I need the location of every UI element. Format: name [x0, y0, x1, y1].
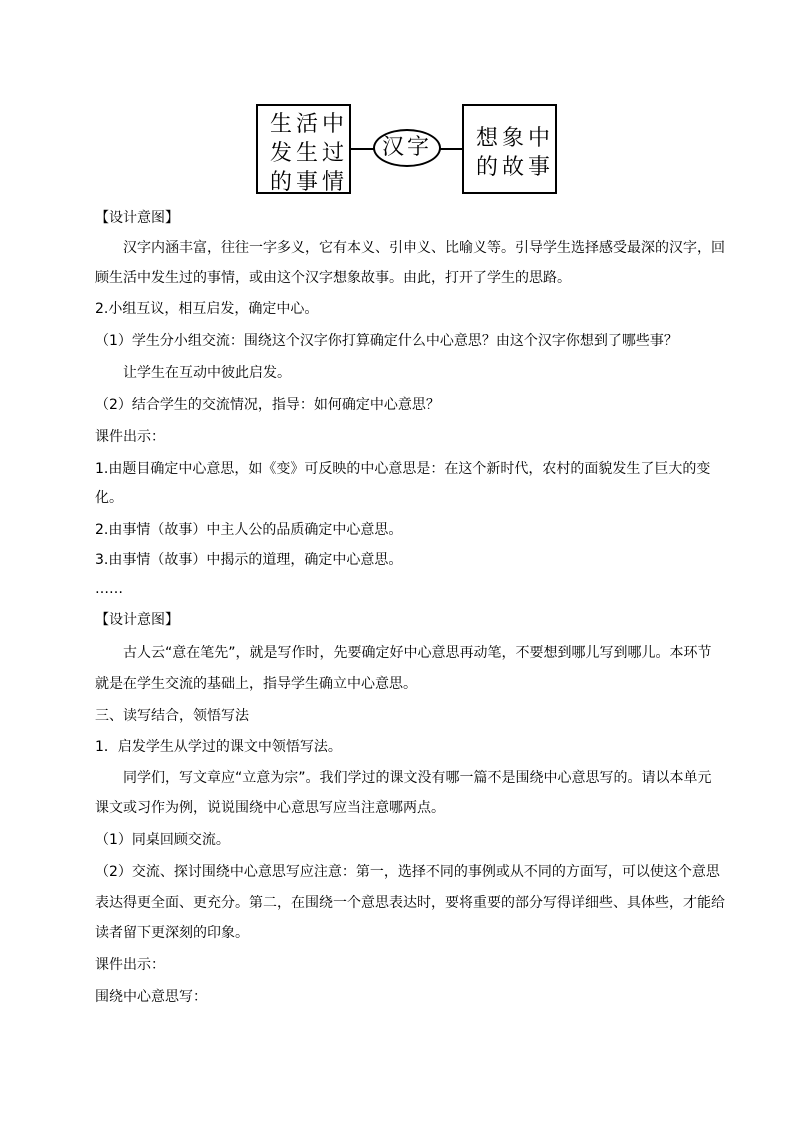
left-connector-line — [351, 148, 374, 150]
text-line: 课件出示： — [95, 957, 165, 973]
text-line: 让学生在互动中彼此启发。 — [123, 365, 291, 381]
right-box — [462, 104, 557, 194]
left-box-line: 生活中 — [270, 112, 349, 137]
text-line: 课文或习作为例，说说围绕中心意思写应当注意哪两点。 — [95, 800, 445, 816]
text-line: 2.由事情（故事）中主人公的品质确定中心意思。 — [95, 522, 403, 538]
text-line: （1）学生分小组交流：围绕这个汉字你打算确定什么中心意思？由这个汉字你想到了哪些事？ — [95, 333, 678, 349]
right-connector-line — [440, 148, 462, 150]
text-line: 就是在学生交流的基础上，指导学生确立中心意思。 — [95, 676, 417, 692]
text-line: 同学们，写文章应“立意为宗”。我们学过的课文没有哪一篇不是围绕中心意思写的。请以本单元 — [123, 770, 712, 786]
left-box — [256, 104, 351, 194]
concept-diagram — [0, 0, 794, 200]
text-line: （2）交流、探讨围绕中心意思写应注意：第一，选择不同的事例或从不同的方面写，可以使这个意思 — [95, 864, 720, 880]
text-line: …… — [95, 581, 123, 597]
text-line: 古人云“意在笔先”，就是写作时，先要确定好中心意思再动笔，不要想到哪儿写到哪儿。本环节 — [123, 645, 712, 661]
left-box-line: 的事情 — [270, 170, 349, 195]
text-line: 三、读写结合，领悟写法 — [95, 708, 249, 724]
text-line: 课件出示： — [95, 429, 165, 445]
text-line: 2.小组互议，相互启发，确定中心。 — [95, 301, 319, 317]
text-line: 化。 — [95, 490, 123, 506]
text-line: 1.由题目确定中心意思，如《变》可反映的中心意思是：在这个新时代，农村的面貌发生了巨大的变 — [95, 461, 711, 477]
text-line: 【设计意图】 — [95, 210, 179, 226]
text-line: （2）结合学生的交流情况，指导：如何确定中心意思？ — [95, 397, 440, 413]
text-line: 围绕中心意思写： — [95, 989, 207, 1005]
left-box-line: 发生过 — [270, 141, 349, 166]
text-line: 1．启发学生从学过的课文中领悟写法。 — [95, 739, 342, 755]
center-oval: 汉字 — [373, 129, 441, 167]
text-line: 表达得更全面、更充分。第二，在围绕一个意思表达时，要将重要的部分写得详细些、具体些，才能给 — [95, 895, 725, 911]
text-line: 汉字内涵丰富，往往一字多义，它有本义、引申义、比喻义等。引导学生选择感受最深的汉字，回 — [123, 240, 725, 256]
text-line: 【设计意图】 — [95, 612, 179, 628]
text-line: 3.由事情（故事）中揭示的道理，确定中心意思。 — [95, 552, 403, 568]
text-line: 顾生活中发生过的事情，或由这个汉字想象故事。由此，打开了学生的思路。 — [95, 270, 571, 286]
right-box-line: 的故事 — [476, 155, 555, 180]
text-line: （1）同桌回顾交流。 — [95, 832, 230, 848]
text-line: 读者留下更深刻的印象。 — [95, 925, 249, 941]
right-box-line: 想象中 — [476, 126, 555, 151]
